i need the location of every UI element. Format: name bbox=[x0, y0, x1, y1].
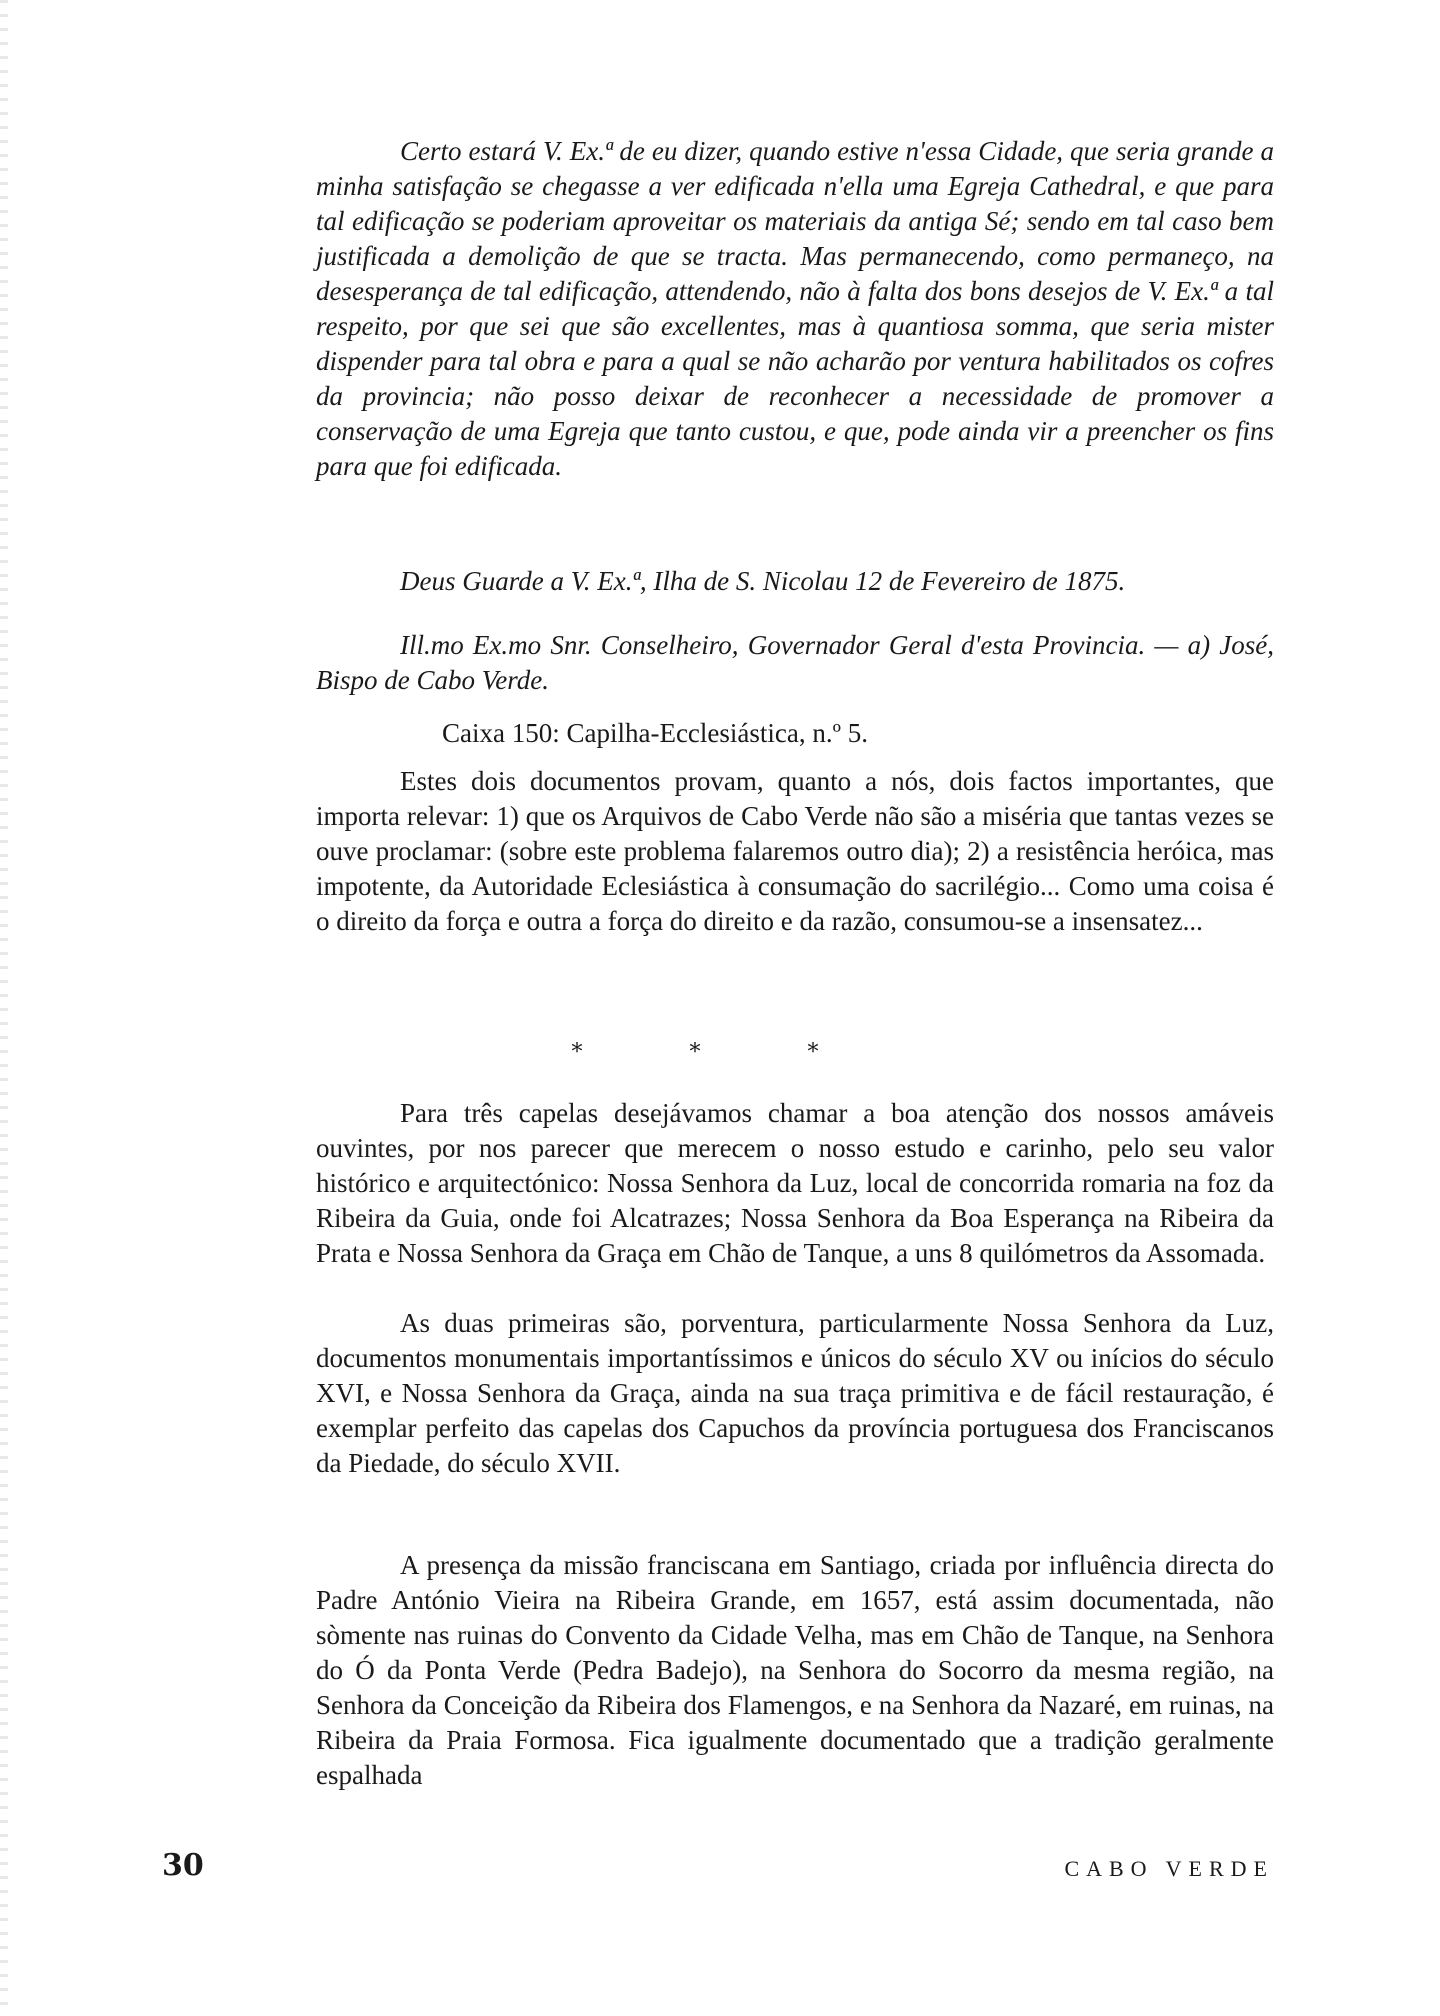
page-number: 30 bbox=[162, 1848, 204, 1883]
body-paragraph-3: A presença da missão franciscana em Santiago, criada por influência directa do Padre António Vieira na Ribeira Grande, em 1657, está assim documentada, não sòmente nas ruinas do Convento da Cidade Velha, mas em Chão de Tanque, na Senhora do Ó da Ponta Verde (Pedra Badejo), na Senhora do Socorro da mesma região, na Senhora da Conceição da Ribeira dos Flamengos, e na Senhora da Nazaré, em ruinas, na Ribeira da Praia Formosa. Fica igualmente documentado que a tradição geralmente espalhada bbox=[316, 1550, 1274, 1790]
section-divider: * * * bbox=[571, 1040, 869, 1065]
letter-paragraph-1: Certo estará V. Ex.ª de eu dizer, quando estive n'essa Cidade, que seria grande a minha satisfação se chegasse a ver edificada n'ella uma Egreja Cathedral, e que para tal edificação se poderiam aproveitar os materiais da antiga Sé; sendo em tal caso bem justificada a demolição de que se tracta. Mas permanecendo, como permaneço, na desesperança de tal edificação, attendendo, não à falta dos bons desejos de V. Ex.ª a tal respeito, por que sei que são excellentes, mas à quantiosa somma, que seria mister dispender para tal obra e para a qual se não acharão por ventura habilitados os cofres da provincia; não posso deixar de reconhecer a necessidade de promover a conservação de uma Egreja que tanto custou, e que, pode ainda vir a preencher os fins para que foi edificada. bbox=[316, 136, 1274, 481]
body-paragraph-2: As duas primeiras são, porventura, particularmente Nossa Senhora da Luz, documentos monumentais importantíssimos e únicos do século XV ou inícios do século XVI, e Nossa Senhora da Graça, ainda na sua traça primitiva e de fácil restauração, é exemplar perfeito das capelas dos Capuchos da província portuguesa dos Franciscanos da Piedade, do século XVII. bbox=[316, 1308, 1274, 1478]
scan-edge-marks bbox=[0, 0, 8, 2016]
letter-closing: Deus Guarde a V. Ex.ª, Ilha de S. Nicolau 12 de Fevereiro de 1875. bbox=[400, 566, 1126, 596]
letter-signature: Ill.mo Ex.mo Snr. Conselheiro, Governador Geral d'esta Provincia. — a) José, Bispo de Cabo Verde. bbox=[316, 630, 1274, 695]
body-paragraph-1: Para três capelas desejávamos chamar a boa atenção dos nossos amáveis ouvintes, por nos parecer que merecem o nosso estudo e carinho, pelo seu valor histórico e arquitectónico: Nossa Senhora da Luz, local de concorrida romaria na foz da Ribeira da Guia, onde foi Alcatrazes; Nossa Senhora da Boa Esperança na Ribeira da Prata e Nossa Senhora da Graça em Chão de Tanque, a uns 8 quilómetros da Assomada. bbox=[316, 1098, 1274, 1268]
commentary-paragraph: Estes dois documentos provam, quanto a nós, dois factos importantes, que importa relevar: 1) que os Arquivos de Cabo Verde não são a miséria que tantas vezes se ouve proclamar: (sobre este problema falaremos outro dia); 2) a resistência heróica, mas impotente, da Autoridade Eclesiástica à consumação do sacrilégio... Como uma coisa é o direito da força e outra a força do direito e da razão, consumou-se a insensatez... bbox=[316, 766, 1274, 936]
source-reference: Caixa 150: Capilha-Ecclesiástica, n.º 5. bbox=[442, 718, 868, 748]
running-footer-title: CABO VERDE bbox=[1064, 1856, 1274, 1881]
